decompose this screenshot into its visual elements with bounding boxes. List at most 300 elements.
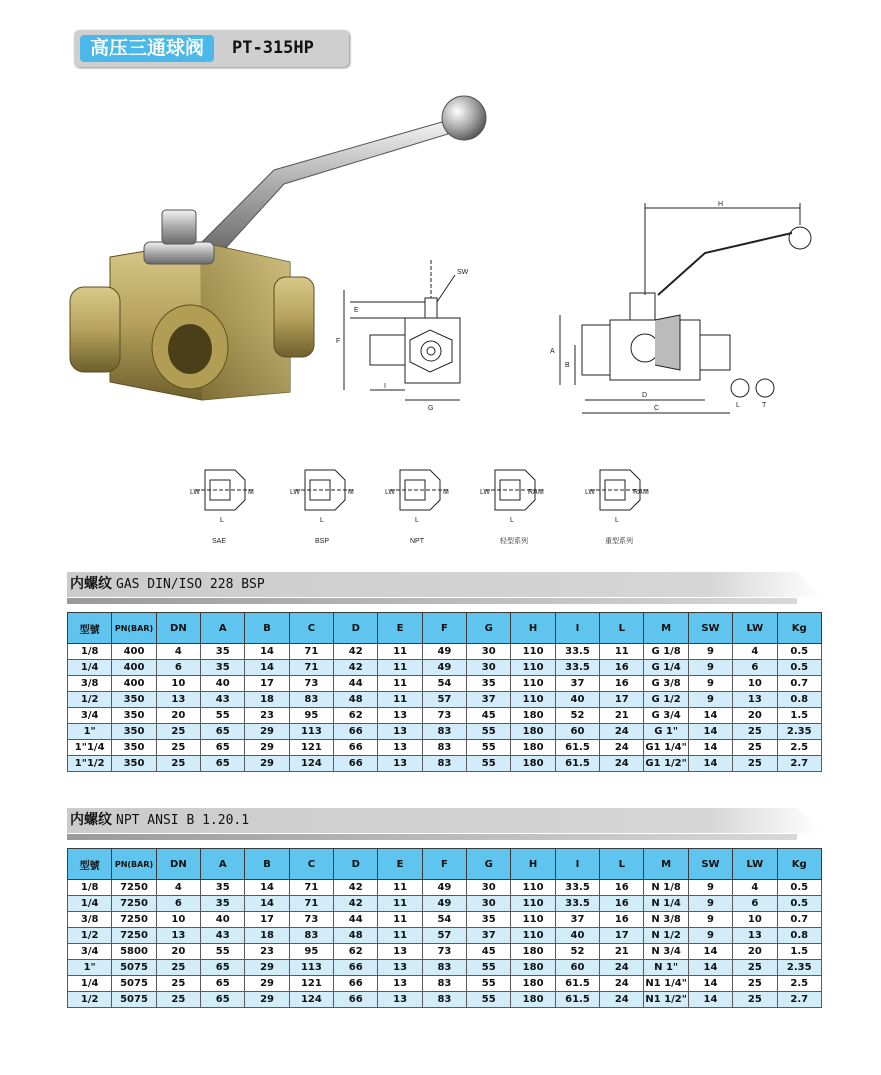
table-cell: 61.5 [555, 756, 599, 772]
spec-table-bsp [67, 612, 822, 772]
table-cell: 54 [422, 676, 466, 692]
table-cell: 83 [422, 976, 466, 992]
table-cell: 61.5 [555, 992, 599, 1008]
table-cell: 55 [467, 992, 511, 1008]
column-header: C [289, 849, 333, 880]
table-cell: 110 [511, 880, 555, 896]
table-cell: 25 [733, 756, 777, 772]
port-types-drawing [160, 450, 680, 550]
table-cell: 52 [555, 708, 599, 724]
section-title-cn: 内螺纹 [70, 812, 112, 828]
table-row [68, 976, 822, 992]
table-cell: 55 [201, 944, 245, 960]
table-cell: 14 [688, 756, 732, 772]
table-cell: 49 [422, 880, 466, 896]
port-dim-label: L [415, 517, 419, 524]
table-row [68, 944, 822, 960]
column-header: I [555, 613, 599, 644]
column-header: D [334, 613, 378, 644]
table-cell: 9 [688, 660, 732, 676]
table-row [68, 724, 822, 740]
table-cell: 2.5 [777, 740, 822, 756]
table-cell: 110 [511, 912, 555, 928]
table-cell: 66 [334, 976, 378, 992]
column-header: M [644, 849, 688, 880]
table-cell: 25 [156, 976, 200, 992]
table-cell: 113 [289, 724, 333, 740]
table-cell: 7250 [112, 880, 156, 896]
table-cell: 5075 [112, 976, 156, 992]
table-cell: 3/4 [68, 708, 112, 724]
table-cell: 71 [289, 880, 333, 896]
side-view-drawing [330, 250, 490, 420]
label-a: A [550, 348, 555, 355]
column-header: C [289, 613, 333, 644]
table-row [68, 880, 822, 896]
table-cell: 3/8 [68, 912, 112, 928]
label-d: D [642, 392, 648, 399]
port-dim-label: M [538, 489, 544, 496]
table-cell: 5800 [112, 944, 156, 960]
table-cell: 40 [555, 928, 599, 944]
table-cell: 24 [600, 740, 644, 756]
table-cell: 55 [467, 976, 511, 992]
column-header: L [600, 613, 644, 644]
table-cell: 350 [112, 756, 156, 772]
label-e: E [354, 307, 359, 314]
table-cell: 25 [156, 724, 200, 740]
table-cell: G1 1/2" [644, 756, 688, 772]
port-dim-label: LW [585, 489, 595, 496]
table-cell: 14 [688, 944, 732, 960]
table-cell: 1/4 [68, 976, 112, 992]
table-cell: 0.5 [777, 660, 822, 676]
table-cell: 16 [600, 912, 644, 928]
section-title-std: GAS DIN/ISO 228 BSP [116, 577, 265, 592]
table-cell: G1 1/4" [644, 740, 688, 756]
table-cell: 9 [688, 644, 732, 660]
table-cell: 13 [733, 928, 777, 944]
table-cell: 33.5 [555, 660, 599, 676]
table-cell: 13 [156, 928, 200, 944]
table-row [68, 756, 822, 772]
table-cell: 0.7 [777, 676, 822, 692]
table-cell: 65 [201, 740, 245, 756]
table-cell: 16 [600, 660, 644, 676]
label-g: G [428, 405, 434, 412]
table-cell: 13 [733, 692, 777, 708]
table-section-npt [67, 808, 822, 1008]
table-cell: 10 [156, 912, 200, 928]
table-cell: 73 [289, 912, 333, 928]
table-cell: 5075 [112, 960, 156, 976]
table-cell: 2.7 [777, 756, 822, 772]
port-dim-label: M [348, 489, 354, 496]
table-cell: 4 [156, 880, 200, 896]
table-cell: 18 [245, 692, 289, 708]
table-cell: 33.5 [555, 644, 599, 660]
table-cell: 65 [201, 756, 245, 772]
table-cell: 14 [688, 708, 732, 724]
table-cell: 13 [378, 724, 422, 740]
table-cell: 2.35 [777, 960, 822, 976]
table-cell: 37 [555, 912, 599, 928]
table-cell: 11 [378, 644, 422, 660]
table-cell: 49 [422, 896, 466, 912]
table-cell: 23 [245, 944, 289, 960]
table-cell: 180 [511, 976, 555, 992]
table-row [68, 644, 822, 660]
table-cell: 29 [245, 960, 289, 976]
table-cell: 9 [688, 912, 732, 928]
table-cell: 113 [289, 960, 333, 976]
table-cell: 14 [245, 880, 289, 896]
table-cell: 25 [156, 992, 200, 1008]
section-header [67, 808, 822, 833]
table-cell: 400 [112, 644, 156, 660]
table-cell: 110 [511, 660, 555, 676]
table-cell: G 1/4 [644, 660, 688, 676]
table-cell: 0.5 [777, 644, 822, 660]
table-cell: 65 [201, 976, 245, 992]
table-cell: 33.5 [555, 896, 599, 912]
table-cell: 43 [201, 692, 245, 708]
table-cell: 0.5 [777, 880, 822, 896]
table-cell: 95 [289, 708, 333, 724]
table-row [68, 928, 822, 944]
table-cell: 14 [688, 724, 732, 740]
column-header: B [245, 849, 289, 880]
table-cell: 3/8 [68, 676, 112, 692]
port-caption-sae: SAE [212, 538, 227, 545]
table-cell: 25 [156, 740, 200, 756]
table-cell: 29 [245, 992, 289, 1008]
table-cell: 24 [600, 992, 644, 1008]
port-dim-label: RA [633, 489, 643, 496]
table-cell: 124 [289, 756, 333, 772]
table-cell: 1/4 [68, 896, 112, 912]
table-cell: 55 [467, 960, 511, 976]
table-cell: 9 [688, 676, 732, 692]
port-dim-label: L [510, 517, 514, 524]
table-cell: 11 [378, 692, 422, 708]
table-cell: 37 [467, 928, 511, 944]
table-cell: 35 [201, 880, 245, 896]
table-cell: 95 [289, 944, 333, 960]
table-cell: 110 [511, 692, 555, 708]
table-cell: 3/4 [68, 944, 112, 960]
label-b: B [565, 362, 570, 369]
table-cell: 30 [467, 896, 511, 912]
label-c: C [654, 405, 660, 412]
table-cell: 25 [733, 992, 777, 1008]
section-divider [67, 598, 797, 604]
table-cell: 37 [467, 692, 511, 708]
column-header: F [422, 849, 466, 880]
table-cell: 16 [600, 880, 644, 896]
table-section-bsp [67, 572, 822, 772]
front-section-drawing [530, 195, 830, 420]
table-cell: 44 [334, 676, 378, 692]
table-cell: 6 [156, 660, 200, 676]
table-cell: 1/8 [68, 644, 112, 660]
table-cell: 2.35 [777, 724, 822, 740]
label-sw: SW [457, 269, 469, 276]
table-cell: 180 [511, 960, 555, 976]
port-dim-label: L [320, 517, 324, 524]
table-cell: 350 [112, 692, 156, 708]
table-cell: 180 [511, 756, 555, 772]
port-caption-heavy: 重型系列 [605, 538, 633, 545]
table-cell: 13 [378, 740, 422, 756]
table-cell: 57 [422, 928, 466, 944]
table-row [68, 896, 822, 912]
table-cell: 49 [422, 644, 466, 660]
port-dim-label: LW [480, 489, 490, 496]
table-cell: 9 [688, 896, 732, 912]
port-dim-label: L [615, 517, 619, 524]
column-header: PN(BAR) [112, 849, 156, 880]
table-cell: 1"1/4 [68, 740, 112, 756]
table-cell: 60 [555, 960, 599, 976]
column-header: DN [156, 849, 200, 880]
table-cell: 21 [600, 944, 644, 960]
table-cell: 42 [334, 644, 378, 660]
port-dim-label: L [220, 517, 224, 524]
port-dim-label: LW [385, 489, 395, 496]
table-cell: 62 [334, 708, 378, 724]
label-i: I [384, 383, 386, 390]
table-cell: 7250 [112, 928, 156, 944]
table-cell: 20 [733, 708, 777, 724]
table-cell: 0.8 [777, 928, 822, 944]
column-header: A [201, 849, 245, 880]
table-cell: 17 [600, 928, 644, 944]
column-header: I [555, 849, 599, 880]
table-cell: 66 [334, 740, 378, 756]
table-cell: 65 [201, 724, 245, 740]
table-row [68, 692, 822, 708]
table-cell: 83 [289, 692, 333, 708]
table-cell: 1.5 [777, 708, 822, 724]
table-cell: 17 [245, 676, 289, 692]
table-cell: 23 [245, 708, 289, 724]
table-cell: 42 [334, 660, 378, 676]
table-cell: 14 [688, 960, 732, 976]
table-cell: 54 [422, 912, 466, 928]
port-dim-label: RA [528, 489, 538, 496]
table-cell: 0.7 [777, 912, 822, 928]
column-header: L [600, 849, 644, 880]
port-dim-label: LW [290, 489, 300, 496]
table-cell: 71 [289, 896, 333, 912]
table-cell: N 1/2 [644, 928, 688, 944]
section-title-std: NPT ANSI B 1.20.1 [116, 813, 250, 828]
column-header: 型號 [68, 849, 112, 880]
column-header: LW [733, 849, 777, 880]
table-cell: 83 [422, 740, 466, 756]
table-cell: 49 [422, 660, 466, 676]
table-cell: 66 [334, 992, 378, 1008]
table-cell: 14 [688, 976, 732, 992]
table-cell: 1" [68, 724, 112, 740]
table-cell: 24 [600, 724, 644, 740]
product-name: 高压三通球阀 [80, 35, 214, 62]
port-dim-label: LW [190, 489, 200, 496]
table-cell: 11 [378, 912, 422, 928]
table-cell: 35 [467, 912, 511, 928]
table-cell: 48 [334, 692, 378, 708]
table-cell: 16 [600, 676, 644, 692]
table-cell: N 3/4 [644, 944, 688, 960]
table-cell: 10 [733, 676, 777, 692]
table-cell: 10 [156, 676, 200, 692]
table-cell: 13 [378, 708, 422, 724]
table-cell: 20 [156, 944, 200, 960]
table-cell: 110 [511, 928, 555, 944]
table-cell: 35 [467, 676, 511, 692]
table-cell: 21 [600, 708, 644, 724]
table-cell: 14 [688, 992, 732, 1008]
table-cell: 73 [422, 708, 466, 724]
column-header: SW [688, 849, 732, 880]
table-cell: 71 [289, 660, 333, 676]
table-cell: 71 [289, 644, 333, 660]
column-header: 型號 [68, 613, 112, 644]
table-cell: 37 [555, 676, 599, 692]
table-cell: 13 [378, 992, 422, 1008]
table-cell: 180 [511, 708, 555, 724]
spec-table-npt [67, 848, 822, 1008]
column-header: G [467, 849, 511, 880]
table-cell: 83 [422, 724, 466, 740]
table-cell: 25 [733, 740, 777, 756]
table-cell: 25 [733, 960, 777, 976]
table-cell: 0.5 [777, 896, 822, 912]
table-row [68, 960, 822, 976]
table-cell: 20 [156, 708, 200, 724]
table-cell: 0.8 [777, 692, 822, 708]
table-cell: 9 [688, 928, 732, 944]
table-cell: 1/2 [68, 692, 112, 708]
label-h: H [718, 201, 724, 208]
table-cell: 400 [112, 660, 156, 676]
table-cell: 13 [378, 756, 422, 772]
table-cell: 14 [245, 896, 289, 912]
table-cell: 24 [600, 960, 644, 976]
table-cell: 42 [334, 880, 378, 896]
table-cell: 16 [600, 896, 644, 912]
table-cell: 55 [467, 724, 511, 740]
table-cell: 14 [688, 740, 732, 756]
table-cell: 73 [289, 676, 333, 692]
table-cell: 45 [467, 944, 511, 960]
table-cell: 4 [733, 880, 777, 896]
table-cell: 13 [378, 944, 422, 960]
table-cell: 83 [422, 756, 466, 772]
table-cell: 40 [201, 912, 245, 928]
table-cell: 11 [378, 660, 422, 676]
table-cell: 66 [334, 724, 378, 740]
column-header: Kg [777, 849, 822, 880]
table-cell: 24 [600, 756, 644, 772]
table-cell: 180 [511, 724, 555, 740]
column-header: G [467, 613, 511, 644]
table-cell: 17 [245, 912, 289, 928]
table-cell: 33.5 [555, 880, 599, 896]
column-header: D [334, 849, 378, 880]
table-cell: 11 [378, 928, 422, 944]
column-header: B [245, 613, 289, 644]
table-row [68, 992, 822, 1008]
table-cell: 13 [378, 960, 422, 976]
port-caption-npt: NPT [410, 538, 424, 545]
section-divider [67, 834, 797, 840]
table-cell: 121 [289, 976, 333, 992]
table-cell: 66 [334, 960, 378, 976]
table-cell: 11 [600, 644, 644, 660]
table-cell: 180 [511, 944, 555, 960]
table-cell: 121 [289, 740, 333, 756]
table-cell: 40 [201, 676, 245, 692]
table-cell: 29 [245, 740, 289, 756]
table-cell: 180 [511, 992, 555, 1008]
table-cell: 65 [201, 992, 245, 1008]
table-cell: 4 [733, 644, 777, 660]
port-dim-label: M [643, 489, 649, 496]
table-row [68, 912, 822, 928]
table-cell: N1 1/4" [644, 976, 688, 992]
table-cell: 44 [334, 912, 378, 928]
table-cell: 1/8 [68, 880, 112, 896]
table-cell: 350 [112, 724, 156, 740]
table-cell: 42 [334, 896, 378, 912]
table-cell: 7250 [112, 896, 156, 912]
table-row [68, 708, 822, 724]
table-cell: 1" [68, 960, 112, 976]
table-cell: 11 [378, 676, 422, 692]
table-cell: 40 [555, 692, 599, 708]
table-cell: 9 [688, 692, 732, 708]
table-cell: N 1/4 [644, 896, 688, 912]
port-caption-bsp: BSP [315, 538, 330, 545]
port-caption-light: 轻型系列 [500, 538, 528, 545]
table-cell: 110 [511, 644, 555, 660]
table-cell: 35 [201, 644, 245, 660]
table-cell: N1 1/2" [644, 992, 688, 1008]
column-header: DN [156, 613, 200, 644]
table-cell: 48 [334, 928, 378, 944]
table-cell: 83 [422, 960, 466, 976]
table-cell: 10 [733, 912, 777, 928]
product-model: PT-315HP [232, 38, 314, 58]
table-cell: N 1/8 [644, 880, 688, 896]
table-cell: 29 [245, 724, 289, 740]
column-header: H [511, 613, 555, 644]
table-cell: 30 [467, 644, 511, 660]
table-cell: 18 [245, 928, 289, 944]
column-header: E [378, 613, 422, 644]
table-cell: 6 [733, 660, 777, 676]
table-cell: G 1/2 [644, 692, 688, 708]
table-cell: 11 [378, 880, 422, 896]
table-cell: 1/2 [68, 992, 112, 1008]
port-dim-label: M [443, 489, 449, 496]
column-header: H [511, 849, 555, 880]
table-cell: 124 [289, 992, 333, 1008]
column-header: M [644, 613, 688, 644]
table-cell: 43 [201, 928, 245, 944]
